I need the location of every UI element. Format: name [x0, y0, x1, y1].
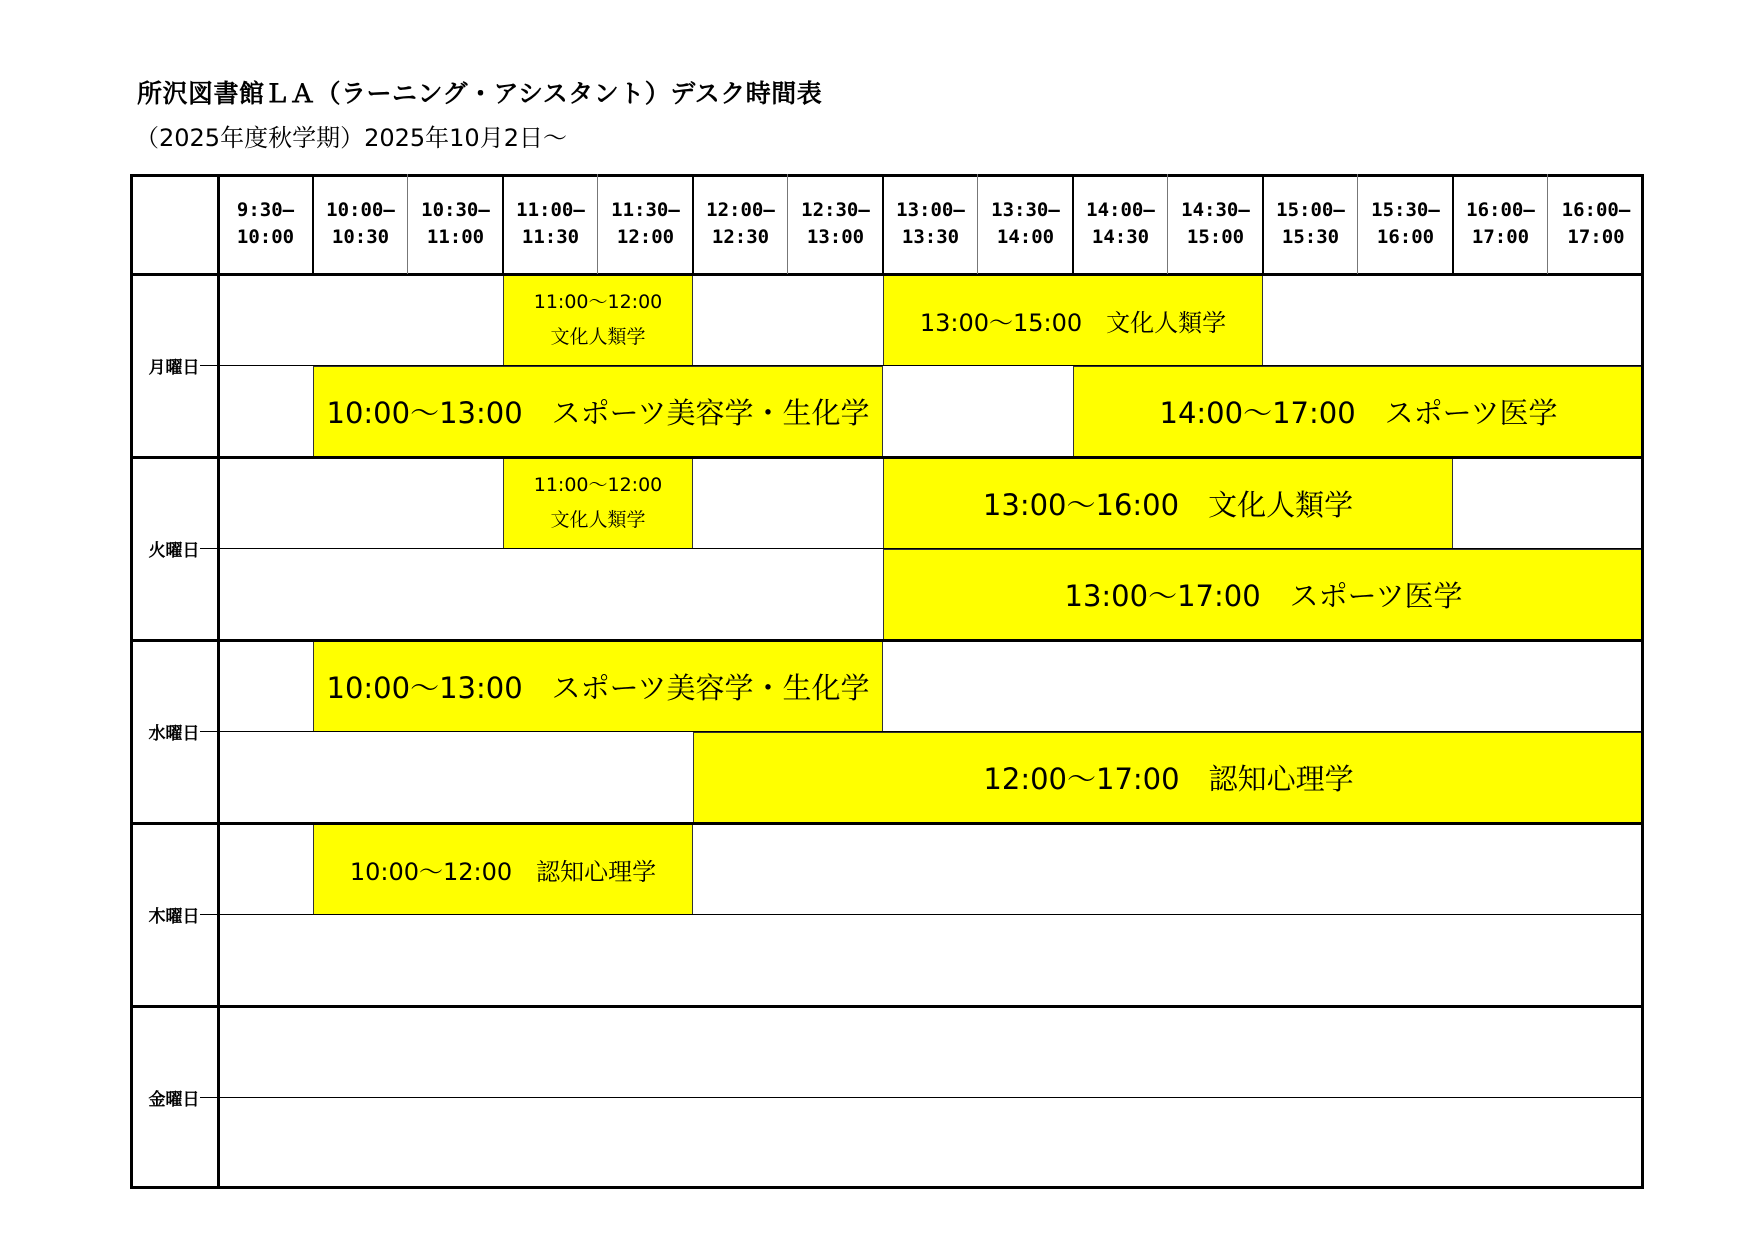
page-title: 所沢図書館ＬＡ（ラーニング・アシスタント）デスク時間表 — [137, 79, 823, 108]
table-divider — [218, 548, 1644, 549]
page-subtitle: （2025年度秋学期）2025年10月2日～ — [135, 124, 567, 152]
schedule-block: 10:00～12:00 認知心理学 — [313, 823, 693, 915]
table-divider — [200, 1097, 218, 1098]
table-divider — [692, 174, 694, 274]
table-divider — [200, 914, 218, 915]
table-divider — [312, 174, 314, 274]
time-slot: 12:30– 13:00 — [801, 199, 870, 248]
time-slot: 14:00– 14:30 — [1086, 199, 1155, 248]
table-divider — [1452, 174, 1454, 274]
table-divider — [200, 548, 218, 549]
table-divider — [502, 174, 504, 274]
time-slot: 11:30– 12:00 — [611, 199, 680, 248]
time-slot: 14:30– 15:00 — [1181, 199, 1250, 248]
time-slot: 12:00– 12:30 — [706, 199, 775, 248]
day-label-wednesday: 水曜日 — [148, 724, 200, 744]
table-divider — [1072, 174, 1074, 274]
table-divider — [977, 174, 978, 274]
table-border — [130, 822, 1644, 825]
table-border — [217, 174, 220, 1189]
table-divider — [1167, 174, 1168, 274]
table-divider — [407, 174, 408, 274]
time-slot: 10:00– 10:30 — [326, 199, 395, 248]
schedule-block: 12:00～17:00 認知心理学 — [693, 732, 1644, 823]
schedule-block: 10:00～13:00 スポーツ美容学・生化学 — [313, 640, 883, 732]
schedule-block: 13:00～15:00 文化人類学 — [883, 274, 1263, 366]
time-slot: 16:00– 17:00 — [1561, 199, 1631, 248]
table-border — [130, 1005, 1644, 1008]
day-label-friday: 金曜日 — [148, 1090, 200, 1110]
table-divider — [1262, 174, 1264, 274]
table-border — [130, 1186, 1644, 1189]
table-border — [130, 174, 1644, 177]
schedule-table — [130, 174, 1644, 1189]
table-divider — [200, 365, 218, 366]
time-slot: 16:00– 17:00 — [1466, 199, 1535, 248]
table-border — [1641, 174, 1644, 1189]
table-divider — [597, 174, 598, 274]
table-divider — [218, 365, 1644, 366]
table-divider — [218, 914, 1644, 915]
time-slot: 10:30– 11:00 — [421, 199, 490, 248]
table-divider — [882, 174, 884, 274]
schedule-block: 11:00～12:00 文化人類学 — [503, 274, 693, 366]
table-divider — [218, 731, 1644, 732]
time-slot: 11:00– 11:30 — [516, 199, 585, 248]
day-label-monday: 月曜日 — [148, 358, 200, 378]
time-slot: 13:30– 14:00 — [991, 199, 1060, 248]
table-divider — [1547, 174, 1548, 274]
time-slot: 15:30– 16:00 — [1371, 199, 1440, 248]
day-label-thursday: 木曜日 — [148, 907, 200, 927]
table-divider — [787, 174, 788, 274]
schedule-block: 10:00～13:00 スポーツ美容学・生化学 — [313, 366, 883, 457]
table-border — [130, 273, 1644, 276]
table-divider — [200, 731, 218, 732]
table-border — [130, 639, 1644, 642]
time-slot: 9:30– 10:00 — [236, 199, 295, 248]
schedule-block: 11:00～12:00 文化人類学 — [503, 457, 693, 549]
table-divider — [218, 1097, 1644, 1098]
schedule-block: 13:00～17:00 スポーツ医学 — [883, 549, 1644, 640]
schedule-block: 13:00～16:00 文化人類学 — [883, 457, 1453, 549]
table-border — [130, 456, 1644, 459]
table-border — [130, 174, 133, 1189]
table-divider — [1357, 174, 1358, 274]
time-slot: 13:00– 13:30 — [896, 199, 965, 248]
day-label-tuesday: 火曜日 — [148, 541, 200, 561]
time-slot: 15:00– 15:30 — [1276, 199, 1345, 248]
schedule-block: 14:00～17:00 スポーツ医学 — [1073, 366, 1644, 457]
